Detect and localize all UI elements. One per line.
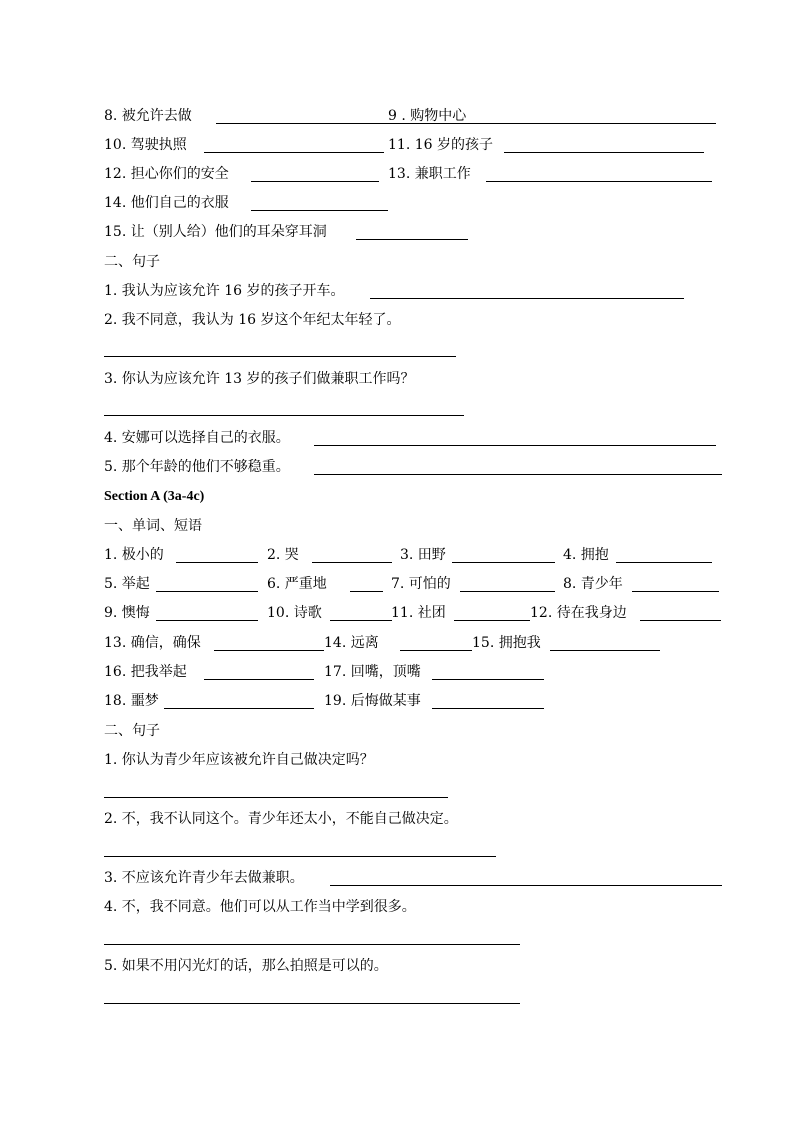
answer-blank[interactable] [452, 562, 555, 563]
answer-blank[interactable] [486, 181, 712, 182]
item-15-label: 15. 让（别人给）他们的耳朵穿耳洞 [104, 224, 327, 240]
word-17: 17. 回嘴，顶嘴 [324, 664, 421, 680]
answer-blank[interactable] [370, 298, 684, 299]
answer-line[interactable] [104, 944, 520, 945]
sentence-2: 2. 我不同意，我认为 16 岁这个年纪太年轻了。 [104, 312, 401, 328]
answer-blank[interactable] [251, 181, 379, 182]
vocab-heading: 一、单词、短语 [104, 518, 202, 534]
word-12: 12. 待在我身边 [530, 605, 627, 621]
answer-blank[interactable] [314, 474, 722, 475]
answer-blank[interactable] [312, 562, 392, 563]
answer-blank[interactable] [214, 650, 324, 651]
word-5: 5. 举起 [104, 576, 150, 592]
answer-blank[interactable] [432, 679, 544, 680]
answer-blank[interactable] [550, 650, 660, 651]
section-title: Section A (3a-4c) [104, 489, 205, 504]
sentence-3: 3. 你认为应该允许 13 岁的孩子们做兼职工作吗？ [104, 371, 415, 387]
word-10: 10. 诗歌 [267, 605, 322, 621]
item-8-label: 8. 被允许去做 [104, 108, 192, 124]
answer-blank[interactable] [330, 885, 722, 886]
sentences-heading: 二、句子 [104, 254, 160, 270]
item-11-label: 11. 16 岁的孩子 [388, 137, 493, 153]
answer-blank[interactable] [156, 620, 258, 621]
word-14: 14. 远离 [324, 635, 379, 651]
item-13-label: 13. 兼职工作 [388, 166, 471, 182]
answer-line[interactable] [104, 356, 456, 357]
answer-blank[interactable] [204, 679, 314, 680]
word-11: 11. 社团 [391, 605, 446, 621]
answer-blank[interactable] [176, 562, 258, 563]
answer-blank[interactable] [350, 591, 383, 592]
answer-blank[interactable] [632, 591, 719, 592]
answer-blank[interactable] [156, 591, 258, 592]
word-9: 9. 懊悔 [104, 605, 150, 621]
answer-blank[interactable] [314, 445, 716, 446]
sentences-heading-a: 二、句子 [104, 723, 160, 739]
item-9-label: 9 . 购物中心 [388, 108, 467, 124]
sentence-a-4: 4. 不，我不同意。他们可以从工作当中学到很多。 [104, 899, 416, 915]
answer-blank[interactable] [356, 239, 468, 240]
sentence-a-1: 1. 你认为青少年应该被允许自己做决定吗？ [104, 752, 374, 768]
answer-blank[interactable] [432, 708, 544, 709]
word-3: 3. 田野 [400, 547, 446, 563]
item-12-label: 12. 担心你们的安全 [104, 166, 229, 182]
answer-blank[interactable] [484, 123, 716, 124]
word-19: 19. 后悔做某事 [324, 693, 421, 709]
answer-line[interactable] [104, 797, 448, 798]
word-18: 18. 噩梦 [104, 693, 159, 709]
sentence-a-3: 3. 不应该允许青少年去做兼职。 [104, 870, 304, 886]
word-7: 7. 可怕的 [391, 576, 451, 592]
sentence-1: 1. 我认为应该允许 16 岁的孩子开车。 [104, 283, 345, 299]
item-10-label: 10. 驾驶执照 [104, 137, 187, 153]
answer-line[interactable] [104, 1003, 520, 1004]
sentence-5: 5. 那个年龄的他们不够稳重。 [104, 459, 290, 475]
word-1: 1. 极小的 [104, 547, 164, 563]
word-4: 4. 拥抱 [563, 547, 609, 563]
word-13: 13. 确信，确保 [104, 635, 201, 651]
answer-blank[interactable] [640, 620, 721, 621]
answer-blank[interactable] [400, 650, 472, 651]
answer-blank[interactable] [330, 620, 392, 621]
answer-blank[interactable] [454, 620, 530, 621]
sentence-4: 4. 安娜可以选择自己的衣服。 [104, 430, 290, 446]
answer-blank[interactable] [504, 152, 704, 153]
word-15: 15. 拥抱我 [472, 635, 541, 651]
word-6: 6. 严重地 [267, 576, 327, 592]
answer-line[interactable] [104, 415, 464, 416]
answer-blank[interactable] [460, 591, 555, 592]
answer-line[interactable] [104, 856, 496, 857]
word-2: 2. 哭 [267, 547, 299, 563]
sentence-a-5: 5. 如果不用闪光灯的话，那么拍照是可以的。 [104, 958, 388, 974]
word-16: 16. 把我举起 [104, 664, 187, 680]
sentence-a-2: 2. 不，我不认同这个。青少年还太小，不能自己做决定。 [104, 811, 458, 827]
answer-blank[interactable] [616, 562, 712, 563]
answer-blank[interactable] [204, 152, 384, 153]
item-14-label: 14. 他们自己的衣服 [104, 195, 229, 211]
word-8: 8. 青少年 [563, 576, 623, 592]
answer-blank[interactable] [251, 210, 388, 211]
answer-blank[interactable] [164, 708, 314, 709]
